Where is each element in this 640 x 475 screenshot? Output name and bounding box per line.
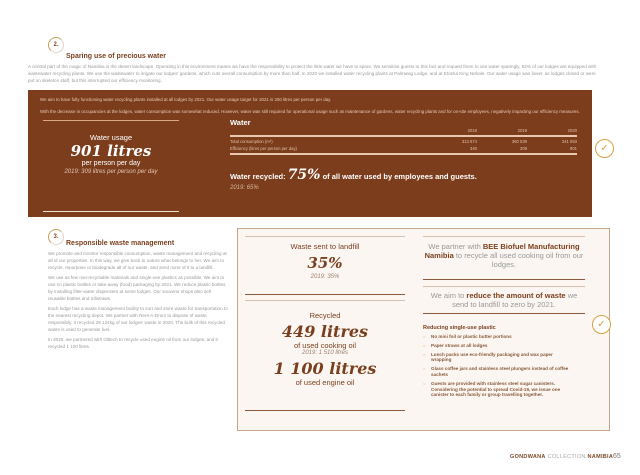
partner-statement: We partner with BEE Biofuel Manufacturing Namibia to recycle all used cooking oil from our lodges. [424, 242, 584, 269]
waste-body: We promote and monitor responsible consumption, waste management and recycling at all of our properties. In this way, we give back to nature what belongs to her. We aim to recycle, repurpose or biodegrade all of our waste, and send none of it to a landfill. We use as few non-recyclable materials and single-use plastics as possible. We aim to use no plastic bottles or take-away (food) packaging by 2021. We reduce plastic bottles by installing filter-water dispensers at some lodges. Our souvenir shops also sell reusable bottles and Silistraws. Each lodge has a waste management facility to sort and store waste for transportation to the nearest recycling depot. We partner with Rent-A-Drum to dispose of waste responsibly. It recycled 28 124kg of our lodges' waste in 2020. The bulk of this recycled waste is used to generate fuel. In 2020, we partnered with Oiltech to recycle used engine oil from our lodges, and it recycled 1 100 litres. [48, 251, 228, 349]
list-item: ○ Paper straws at all lodges [423, 343, 573, 349]
list-item: ○ Lunch packs use eco-friendly packaging and wax paper wrapping [423, 352, 573, 364]
water-table [230, 118, 577, 191]
aim-statement: We aim to reduce the amount of waste we send to landfill to zero by 2021. [430, 291, 578, 309]
section-number: 2. [48, 37, 64, 53]
list-item: ○ Guests are provided with stainless steel sugar canisters. Considering the potential to spread Covid-19, we issue one canister to each family or group travelling together. [423, 381, 573, 398]
page-number: 65 [613, 453, 621, 460]
usage-prev: 2019: 309 litres per person per day [64, 169, 158, 175]
section-number: 3. [48, 229, 64, 245]
landfill-stat: Waste sent to landfill 35% 2019: 35% [290, 242, 360, 280]
water-target-text: We aim to have fully functioning water recycling plants installed at all lodges by 2021. Our water usage target for 2021 is 200 litres per person per day. [40, 97, 332, 102]
table-row: Efficiency (litres per person per day) 340 309 901 [230, 146, 577, 151]
checkmark-icon: ✓ [592, 315, 611, 334]
section-title: Responsible waste management [66, 240, 175, 247]
recycled-oil-stat: Recycled 449 litres of used cooking oil 2019: 1 510 litres 1 100 litres of used engine oil [273, 311, 377, 387]
water-recycled: Water recycled: 75% of all water used by employees and guests. [230, 167, 477, 183]
year-header: 2018 [467, 128, 477, 133]
table-row: Total consumption (m³) 313 674 360 539 341 593 [230, 139, 577, 144]
recycled-prev: 2019: 65% [230, 185, 259, 191]
year-header: 2020 [567, 128, 577, 133]
water-context-text: With the decrease in occupancies at the lodges, water consumption was somewhat reduced. However, water was still required for operational usage such as maintenance of gardens, water recycling plants and for on-site employees, negatively impacting our efficiency measures. [40, 109, 580, 114]
usage-label: Water usage [89, 133, 133, 142]
footer-brand: GONDWANA COLLECTION NAMIBIA [510, 454, 614, 460]
usage-value: 901 litres [70, 142, 152, 160]
section-body: A central part of the magic of Namibia is the desert landscape. Operating in this environment means we have the responsibility to protect the little water we have to spare. We sensitise guests to this fact and request them to use water sparingly. 82% of our lodges are equipped with wastewater recycling plants. We use the wastewater to irrigate our lodges' gardens, which cuts overall consumption by more than half. In 2020 we installed water recycling plants at Palmwag Lodge, and at Etosha King Nehale. Our water usage was lower, as lodges closed or were put on skeleton staff, but this interrupted our efficiency monitoring. [28, 64, 597, 83]
water-usage-card [43, 120, 179, 212]
waste-panel [237, 228, 610, 431]
list-item: ○ No mini foil or plastic butter portions [423, 334, 573, 340]
section-title: Sparing use of precious water [66, 53, 166, 60]
plastic-list: Reducing single-use plastic ○ No mini foil or plastic butter portions ○ Paper straws at all lodges ○ Lunch packs use eco-friendly packaging and wax paper wrapping ○ Glass coffee jars and stainless steel plungers instead of coffee sachets ○ Guests are provided with stainless steel sugar canisters. Considering the potential to spread Covid-19, we issue one canister to each family or group travelling together. [423, 325, 573, 401]
water-panel [28, 90, 592, 217]
list-item: ○ Glass coffee jars and stainless steel plungers instead of coffee sachets [423, 366, 573, 378]
year-header: 2019 [517, 128, 527, 133]
checkmark-icon: ✓ [595, 139, 614, 158]
usage-unit: per person per day [81, 160, 141, 167]
table-title: Water [230, 118, 251, 127]
